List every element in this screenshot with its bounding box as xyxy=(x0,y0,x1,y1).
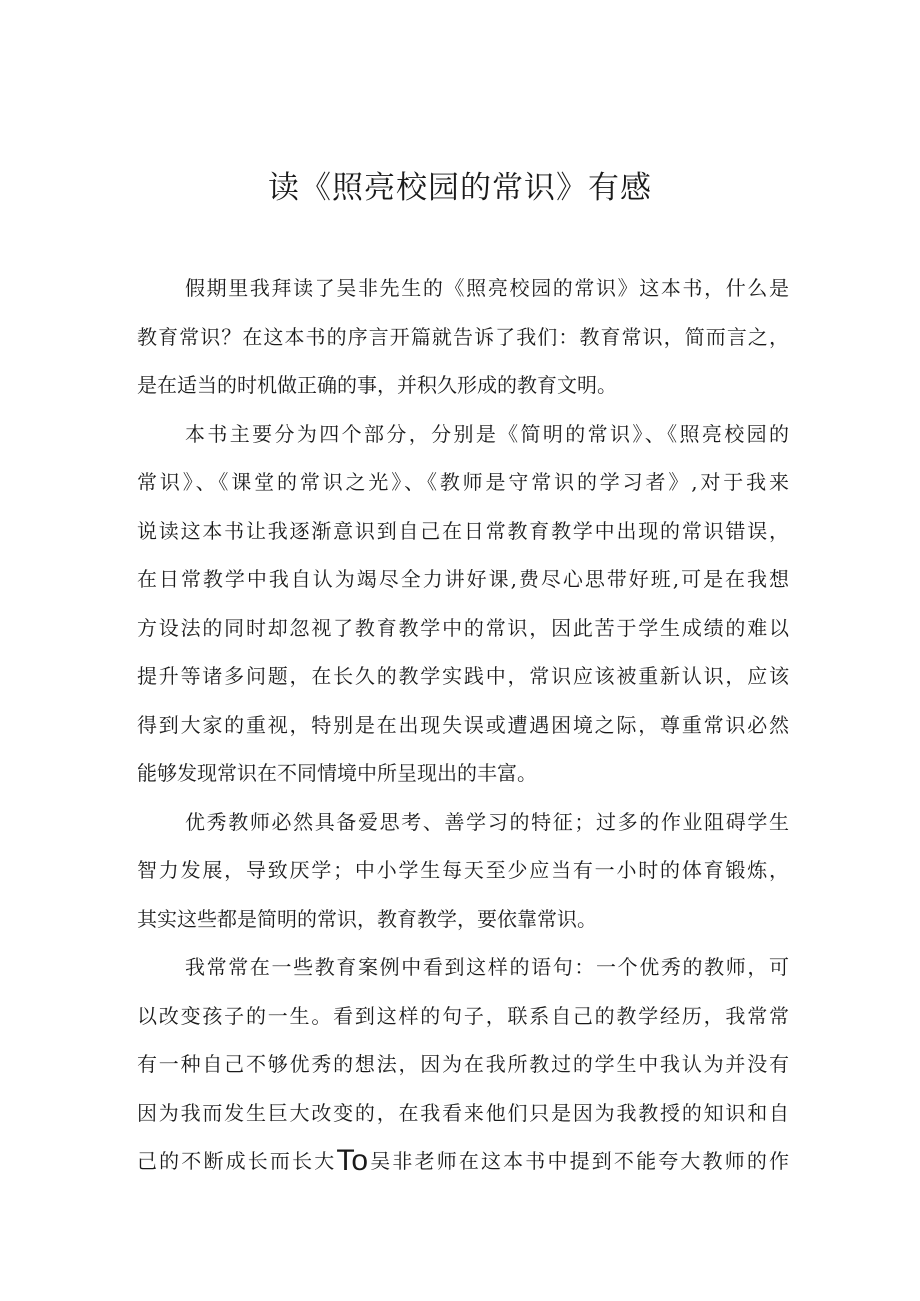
text-line: 能够发现常识在不同情境中所呈现出的丰富。 xyxy=(137,761,537,785)
paragraph-1 xyxy=(137,264,789,410)
text-line xyxy=(137,1137,789,1186)
text-line: 有一种自己不够优秀的想法，因为在我所教过的学生中我认为并没有 xyxy=(137,1052,789,1076)
text-line: 说读这本书让我逐渐意识到自己在日常教育教学中出现的常识错误， xyxy=(137,518,789,543)
text-line: 在日常教学中我自认为竭尽全力讲好课,费尽心思带好班,可是在我想 xyxy=(137,567,789,591)
text-line: 得到大家的重视，特别是在出现失误或遭遇困境之际，尊重常识必然 xyxy=(137,712,789,737)
text-line: 是在适当的时机做正确的事，并积久形成的教育文明。 xyxy=(137,373,617,397)
text-line: 因为我而发生巨大改变的，在我看来他们只是因为我教授的知识和自 xyxy=(137,1100,789,1125)
document-title: 读《照亮校园的常识》有感 xyxy=(268,170,652,206)
text-line: 智力发展，导致厌学；中小学生每天至少应当有一小时的体育锻炼， xyxy=(137,858,789,882)
paragraph-3 xyxy=(137,798,789,944)
paragraph-2 xyxy=(137,410,789,798)
document-body xyxy=(137,264,789,1186)
text-line: 优秀教师必然具备爱思考、善学习的特征；过多的作业阻碍学生 xyxy=(185,809,789,834)
text-segment: 吴非老师在这本书中提到不能夸大教师的作 xyxy=(368,1149,790,1173)
text-line: 方设法的同时却忽视了教育教学中的常识，因此苦于学生成绩的难以 xyxy=(137,615,789,640)
text-line: 假期里我拜读了吴非先生的《照亮校园的常识》这本书，什么是 xyxy=(185,276,789,300)
text-line: 以改变孩子的一生。看到这样的句子，联系自己的教学经历，我常常 xyxy=(137,1003,789,1028)
text-line: 其实这些都是简明的常识，教育教学，要依靠常识。 xyxy=(137,906,597,931)
text-line: 教育常识？在这本书的序言开篇就告诉了我们：教育常识，简而言之， xyxy=(137,324,789,349)
text-line: 我常常在一些教育案例中看到这样的语句：一个优秀的教师，可 xyxy=(185,955,789,979)
text-segment-large: To xyxy=(336,1144,369,1177)
text-line: 本书主要分为四个部分，分别是《简明的常识》、《照亮校园的 xyxy=(185,421,789,446)
text-segment: 己的不断成长而长大 xyxy=(137,1149,337,1173)
text-line: 提升等诸多问题，在长久的教学实践中，常识应该被重新认识，应该 xyxy=(137,664,789,688)
paragraph-4 xyxy=(137,943,789,1186)
text-line: 常识》、《课堂的常识之光》、《教师是守常识的学习者》,对于我来 xyxy=(137,470,789,494)
